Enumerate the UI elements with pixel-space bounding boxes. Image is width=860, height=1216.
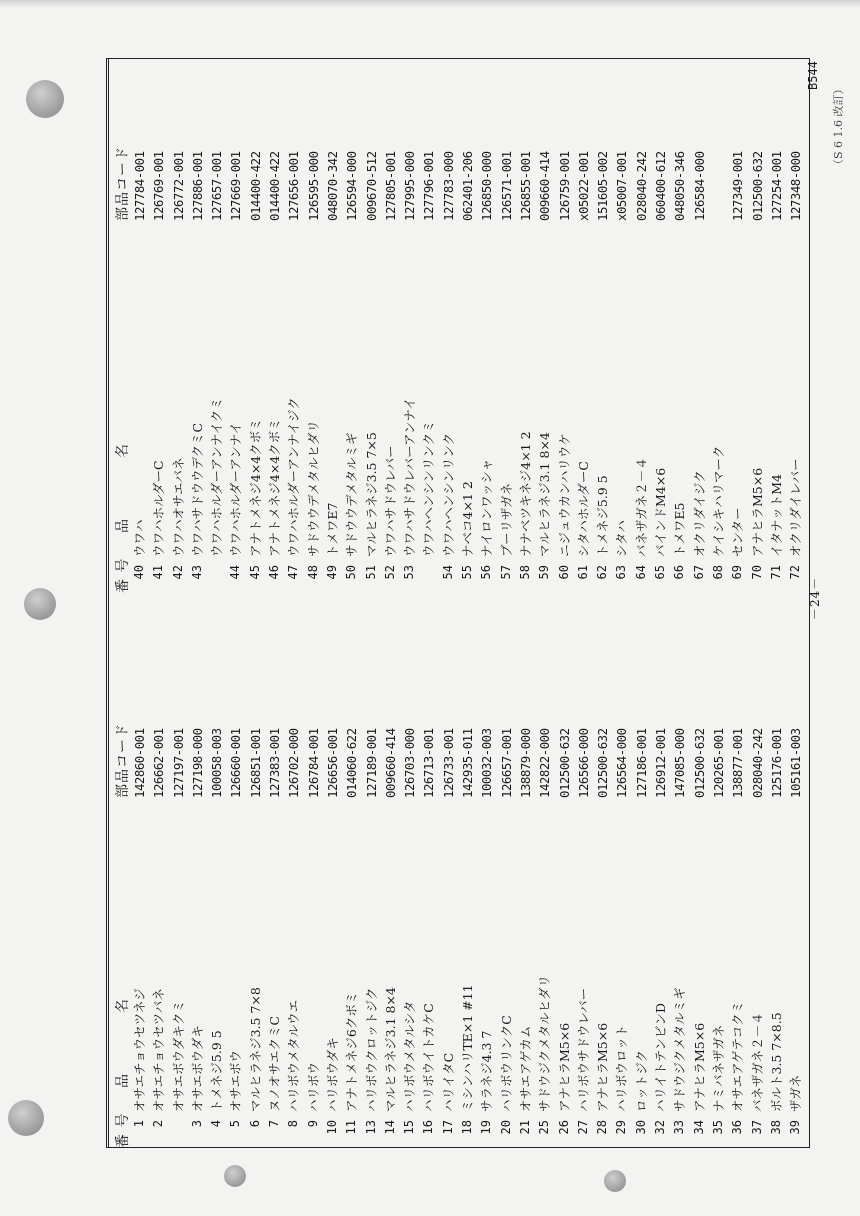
parts-list-left — [106, 613, 810, 1148]
part-number: 69 — [730, 565, 745, 580]
page-number: －24－ — [808, 576, 822, 620]
table-row — [593, 58, 612, 593]
part-code: x05022-001 — [575, 151, 591, 221]
part-name: ハリイタC — [440, 1052, 456, 1112]
part-code: 126662-001 — [151, 728, 167, 798]
part-number: 40 — [132, 565, 146, 580]
part-name: ロットジク — [633, 1049, 649, 1112]
part-code: 127198-000 — [189, 728, 205, 798]
part-number: 20 — [498, 1120, 513, 1135]
part-number: 36 — [730, 1120, 745, 1135]
part-name: マルヒラネジ3.1 8×4 — [382, 987, 398, 1112]
table-row — [651, 58, 670, 593]
part-name: ハリボウメタルシタ — [402, 1000, 418, 1112]
table-row — [497, 58, 516, 593]
part-number: 47 — [286, 565, 301, 580]
part-code: 126713-001 — [421, 728, 437, 798]
part-name: サドウジクメタルヒダリ — [537, 974, 553, 1112]
table-row — [612, 613, 631, 1148]
part-code: 126772-001 — [170, 151, 186, 221]
part-code: 127995-000 — [402, 151, 418, 221]
part-number: 54 — [440, 565, 455, 580]
table-row — [748, 58, 767, 593]
part-name: アナヒラM5×6 — [595, 1022, 611, 1112]
part-code: 126595-000 — [305, 151, 321, 221]
table-row — [323, 58, 342, 593]
part-name: アナトメネジ6クボミ — [344, 991, 360, 1112]
table-row — [535, 58, 554, 593]
part-code: 126733-001 — [440, 728, 456, 798]
part-number: 50 — [344, 565, 359, 580]
part-number: 21 — [517, 1120, 532, 1135]
part-code: 126656-001 — [324, 728, 340, 798]
part-name: アナヒラM5×6 — [749, 467, 765, 557]
header-code: 部品コード — [115, 723, 131, 798]
table-row — [362, 58, 381, 593]
header-no: 番 号 — [115, 557, 131, 593]
part-name: オサエアゲテコクミ — [730, 1000, 746, 1112]
table-row — [284, 58, 303, 593]
part-code: x05007-001 — [614, 151, 630, 221]
part-name: ザガネ — [788, 1074, 804, 1112]
part-number: 10 — [324, 1120, 339, 1135]
part-name: ウワハホルダーC — [151, 460, 167, 557]
part-number: 37 — [749, 1120, 764, 1135]
part-code: 127383-001 — [267, 728, 283, 798]
part-number: 45 — [247, 565, 262, 580]
part-number: 17 — [440, 1120, 455, 1135]
part-name: ウワハサドウウデクミC — [189, 422, 205, 557]
part-code: 012500-632 — [691, 728, 707, 798]
table-row — [419, 58, 438, 593]
table-row — [535, 613, 554, 1148]
table-row — [342, 58, 361, 593]
table-row — [458, 58, 477, 593]
table-row — [458, 613, 477, 1148]
part-number: 63 — [614, 565, 629, 580]
table-row — [439, 613, 458, 1148]
part-code: 126855-001 — [517, 151, 533, 221]
table-row — [555, 58, 574, 593]
table-row — [709, 58, 728, 593]
part-code: 126657-001 — [498, 728, 514, 798]
header-no: 番 号 — [115, 1112, 131, 1148]
part-name: アナヒラM5×6 — [556, 1022, 572, 1112]
table-row — [497, 613, 516, 1148]
part-number: 53 — [402, 565, 417, 580]
part-code: 127197-001 — [170, 728, 186, 798]
part-name: オサエボウダキ — [189, 1025, 205, 1112]
part-number: 34 — [691, 1120, 706, 1135]
part-code: 060400-612 — [653, 151, 669, 221]
table-row — [304, 613, 323, 1148]
parts-table — [106, 58, 810, 1148]
part-code: 127254-001 — [768, 151, 784, 221]
table-row — [400, 613, 419, 1148]
part-name: アナヒラM5×6 — [691, 1022, 707, 1112]
part-number: 18 — [460, 1120, 475, 1135]
part-number: 70 — [749, 565, 764, 580]
table-row — [188, 613, 207, 1148]
table-row — [439, 58, 458, 593]
table-row — [149, 613, 168, 1148]
part-name: トメネジ5.9 5 — [209, 1030, 225, 1112]
table-row — [246, 613, 265, 1148]
part-number: 3 — [189, 1120, 204, 1128]
part-code: 127796-001 — [421, 151, 437, 221]
part-code: 127784-001 — [132, 151, 147, 221]
part-code: 012500-632 — [595, 728, 611, 798]
part-code: 012500-632 — [556, 728, 572, 798]
part-number: 30 — [633, 1120, 648, 1135]
part-number: 60 — [556, 565, 571, 580]
table-row — [323, 613, 342, 1148]
table-row — [651, 613, 670, 1148]
punch-mark-bottom-left — [224, 1165, 246, 1187]
table-row — [207, 58, 226, 593]
part-code: 126851-001 — [247, 728, 263, 798]
part-name: ウワハホルダーアンナイ — [228, 421, 244, 557]
part-name: アナトメネジ4×4クボミ — [267, 418, 283, 557]
left-rows — [130, 613, 805, 1148]
part-name: アナトメネジ4×4クボミ — [247, 418, 263, 557]
part-name: サラネジ4.3 7 — [479, 1030, 495, 1112]
part-number: 43 — [189, 565, 204, 580]
part-number: 1 — [132, 1120, 146, 1128]
table-row — [284, 613, 303, 1148]
part-number: 27 — [575, 1120, 590, 1135]
table-row — [381, 58, 400, 593]
part-number: 72 — [788, 565, 803, 580]
table-row — [612, 58, 631, 593]
part-code: 127805-001 — [382, 151, 398, 221]
part-code: 009660-414 — [537, 151, 553, 221]
part-code: 126769-001 — [151, 151, 167, 221]
part-number: 6 — [247, 1120, 262, 1128]
part-number: 56 — [479, 565, 494, 580]
part-code: 126660-001 — [228, 728, 244, 798]
part-code: 127349-001 — [730, 151, 746, 221]
part-name: トメネジ5.9 5 — [595, 475, 611, 557]
part-number: 59 — [537, 565, 552, 580]
part-number: 28 — [595, 1120, 610, 1135]
table-row — [670, 58, 689, 593]
table-row — [786, 58, 805, 593]
part-code: 048050-346 — [672, 151, 688, 221]
table-row — [709, 613, 728, 1148]
part-name: ウワハ — [132, 519, 147, 557]
table-row — [265, 58, 284, 593]
part-name: オサエアゲカム — [517, 1025, 533, 1112]
table-row — [632, 58, 651, 593]
part-number: 48 — [305, 565, 320, 580]
table-row — [304, 58, 323, 593]
part-code: 151605-002 — [595, 151, 611, 221]
part-code: 127656-001 — [286, 151, 302, 221]
table-row — [477, 58, 496, 593]
part-code: 014060-622 — [344, 728, 360, 798]
part-number: 2 — [151, 1120, 166, 1128]
part-name: ブーリザガネ — [498, 482, 514, 557]
part-name: シタハホルダーC — [575, 461, 591, 557]
part-name: ハリボウロット — [614, 1024, 630, 1112]
part-code: 048070-342 — [324, 151, 340, 221]
part-name: ハリボウリンクC — [498, 1015, 514, 1112]
table-row — [207, 613, 226, 1148]
part-code: 138879-000 — [517, 728, 533, 798]
table-row — [188, 58, 207, 593]
part-number: 14 — [382, 1120, 397, 1135]
part-name: ハリボウメタルウエ — [286, 999, 302, 1112]
part-number: 67 — [691, 565, 706, 580]
table-row — [130, 58, 149, 593]
part-code: 014400-422 — [267, 151, 283, 221]
part-code: 100058-003 — [209, 728, 225, 798]
part-name: オサエチョウセツネジ — [132, 988, 147, 1112]
part-name: オサエボウ — [228, 1049, 244, 1112]
part-number: 68 — [710, 565, 725, 580]
table-row — [574, 58, 593, 593]
part-number: 42 — [170, 565, 185, 580]
part-name: トメワE7 — [324, 502, 340, 557]
part-number: 49 — [324, 565, 339, 580]
table-row — [690, 613, 709, 1148]
part-number: 8 — [286, 1120, 301, 1128]
table-row — [786, 613, 805, 1148]
part-name: ミシンハリTE×1 #11 — [460, 984, 476, 1112]
part-name: ウワハヘンシンリンクミ — [421, 420, 437, 557]
part-code: 142935-011 — [460, 728, 476, 798]
part-name: ハリボウサドウレバー — [575, 987, 591, 1112]
part-name: センター — [730, 507, 746, 557]
parts-list-right — [106, 58, 810, 593]
part-code: 126850-000 — [479, 151, 495, 221]
part-number: 9 — [305, 1120, 320, 1128]
part-number: 65 — [653, 565, 668, 580]
part-name: ナナベツキネジ4×1 2 — [517, 431, 533, 557]
table-row — [226, 58, 245, 593]
table-row — [381, 613, 400, 1148]
part-code: 127886-001 — [189, 151, 205, 221]
table-row — [419, 613, 438, 1148]
part-number: 7 — [267, 1120, 282, 1128]
part-name: ウワハホルダーアンナイクミ — [209, 397, 225, 557]
table-row — [690, 58, 709, 593]
part-number: 64 — [633, 565, 648, 580]
part-code: 028040-242 — [749, 728, 765, 798]
part-name: ウワハホルダーアンナイジク — [286, 397, 302, 557]
table-row — [728, 58, 747, 593]
part-number: 55 — [460, 565, 475, 580]
part-code: 142822-000 — [537, 728, 553, 798]
part-name: サドウウデメタルミギ — [344, 432, 360, 557]
part-number: 35 — [710, 1120, 725, 1135]
punch-mark-bottom-right — [604, 1170, 626, 1192]
table-row — [748, 613, 767, 1148]
table-row — [767, 58, 786, 593]
part-number: 11 — [344, 1120, 359, 1135]
part-code: 127657-001 — [209, 151, 225, 221]
table-row — [767, 613, 786, 1148]
part-number: 26 — [556, 1120, 571, 1135]
part-code: 142860-001 — [132, 728, 147, 798]
table-row — [516, 613, 535, 1148]
part-code: 105161-003 — [788, 728, 804, 798]
part-name: バインドM4×6 — [653, 467, 669, 557]
part-name: トメワE5 — [672, 502, 688, 557]
header-code: 部品コード — [115, 146, 131, 221]
part-code: 126784-001 — [305, 728, 321, 798]
part-number: 41 — [151, 565, 166, 580]
part-name: ウワハヘンシンリンク — [440, 432, 456, 557]
part-code: 012500-632 — [749, 151, 765, 221]
part-name: ボルト3.5 7×8.5 — [768, 1012, 784, 1112]
part-code: 126566-000 — [575, 728, 591, 798]
part-number: 25 — [537, 1120, 552, 1135]
part-name: ハリボウ — [305, 1061, 321, 1112]
part-name: ハリボウクロットジク — [363, 987, 379, 1112]
part-code: 126759-001 — [556, 151, 572, 221]
part-number: 57 — [498, 565, 513, 580]
part-code: 127783-000 — [440, 151, 456, 221]
ref-code: B544 — [806, 61, 820, 90]
part-number: 29 — [614, 1120, 629, 1135]
part-name: オクリダイジク — [691, 470, 707, 557]
punch-hole-bottom — [8, 1100, 44, 1136]
part-code: 062401-206 — [460, 151, 476, 221]
part-name: ハリボウイトカケC — [421, 1003, 437, 1112]
punch-hole-middle — [24, 588, 56, 620]
part-name: バネザガネ２－４ — [749, 1012, 765, 1112]
part-number: 62 — [595, 565, 610, 580]
part-code: 028040-242 — [633, 151, 649, 221]
part-code: 126584-000 — [691, 151, 707, 221]
header-name: 品 名 — [115, 443, 131, 533]
part-code: 009670-512 — [363, 151, 379, 221]
table-row — [632, 613, 651, 1148]
table-row — [342, 613, 361, 1148]
table-row — [728, 613, 747, 1148]
part-code: 138877-001 — [730, 728, 746, 798]
part-name: オサエチョウセツバネ — [151, 988, 167, 1112]
part-code: 126702-000 — [286, 728, 302, 798]
part-code: 127669-001 — [228, 151, 244, 221]
part-name: バネザガネ２－４ — [633, 457, 649, 557]
part-code: 125176-001 — [768, 728, 784, 798]
table-row — [362, 613, 381, 1148]
table-row — [400, 58, 419, 593]
part-name: イタナットM4 — [768, 473, 784, 557]
part-name: ナミバネザガネ — [710, 1024, 726, 1112]
part-name: ウワハオサエバネ — [170, 457, 186, 557]
part-number: 61 — [575, 565, 590, 580]
part-name: サドウジクメタルミギ — [672, 987, 688, 1112]
punch-hole-top — [26, 80, 64, 118]
table-row — [574, 613, 593, 1148]
part-number: 58 — [517, 565, 532, 580]
part-code: 126594-000 — [344, 151, 360, 221]
part-name: サドウウデメタルヒダリ — [305, 419, 321, 557]
part-code: 127186-001 — [633, 728, 649, 798]
part-name: オクリダイレバー — [788, 458, 804, 557]
part-code: 126571-001 — [498, 151, 514, 221]
part-code: 126564-000 — [614, 728, 630, 798]
part-name: ナベコ4×1 2 — [460, 481, 476, 557]
part-name: ニジュウカンハリウケ — [556, 433, 572, 557]
table-row — [149, 58, 168, 593]
part-code: 126912-001 — [653, 728, 669, 798]
part-code: 009660-414 — [382, 728, 398, 798]
part-number: 33 — [672, 1120, 687, 1135]
part-name: マルヒラネジ3.5 7×8 — [247, 987, 263, 1112]
part-code: 127189-001 — [363, 728, 379, 798]
part-number: 32 — [653, 1120, 668, 1135]
revision-note: （S 6 1.6 改訂） — [832, 83, 845, 170]
part-name: マルヒラネジ3.1 8×4 — [537, 432, 553, 557]
part-name: ハリイトテンビンD — [653, 1002, 669, 1112]
header-name: 品 名 — [115, 998, 131, 1088]
part-number: 46 — [267, 565, 282, 580]
part-name: ヌノオサエクミC — [267, 1015, 283, 1112]
part-number: 66 — [672, 565, 687, 580]
part-number: 5 — [228, 1120, 243, 1128]
table-row — [265, 613, 284, 1148]
part-name: ナイロンワッシャ — [479, 458, 495, 557]
part-number: 38 — [768, 1120, 783, 1135]
table-row — [226, 613, 245, 1148]
part-code: 127348-000 — [788, 151, 804, 221]
part-name: オサエボウダキクミ — [170, 1000, 186, 1112]
part-name: シタハ — [614, 520, 630, 557]
part-name: ハリボウダキ — [324, 1037, 340, 1112]
part-number: 15 — [402, 1120, 417, 1135]
part-name: ケイシキハリマーク — [710, 445, 726, 557]
table-row — [477, 613, 496, 1148]
table-row — [169, 613, 188, 1148]
part-code: 147085-000 — [672, 728, 688, 798]
part-number: 51 — [363, 565, 378, 580]
table-row — [169, 58, 188, 593]
part-code: 120265-001 — [710, 728, 726, 798]
part-name: マルヒラネジ3.5 7×5 — [363, 432, 379, 557]
part-name: ウワハサドウレバーアンナイ — [402, 397, 418, 557]
part-number: 4 — [209, 1120, 224, 1128]
part-code: 100032-003 — [479, 728, 495, 798]
part-number: 13 — [363, 1120, 378, 1135]
part-code: 126703-000 — [402, 728, 418, 798]
table-row — [516, 58, 535, 593]
part-number: 52 — [382, 565, 397, 580]
part-name: ウワハサドウレバー — [382, 445, 398, 557]
part-code: 014400-422 — [247, 151, 263, 221]
table-row — [555, 613, 574, 1148]
table-row — [593, 613, 612, 1148]
page-top-edge — [0, 0, 860, 8]
table-row — [670, 613, 689, 1148]
part-number: 19 — [479, 1120, 494, 1135]
part-number: 44 — [228, 565, 243, 580]
part-number: 16 — [421, 1120, 436, 1135]
table-row — [130, 613, 149, 1148]
part-number: 39 — [788, 1120, 803, 1135]
right-rows — [130, 58, 805, 593]
table-row — [246, 58, 265, 593]
part-number: 71 — [768, 565, 783, 580]
